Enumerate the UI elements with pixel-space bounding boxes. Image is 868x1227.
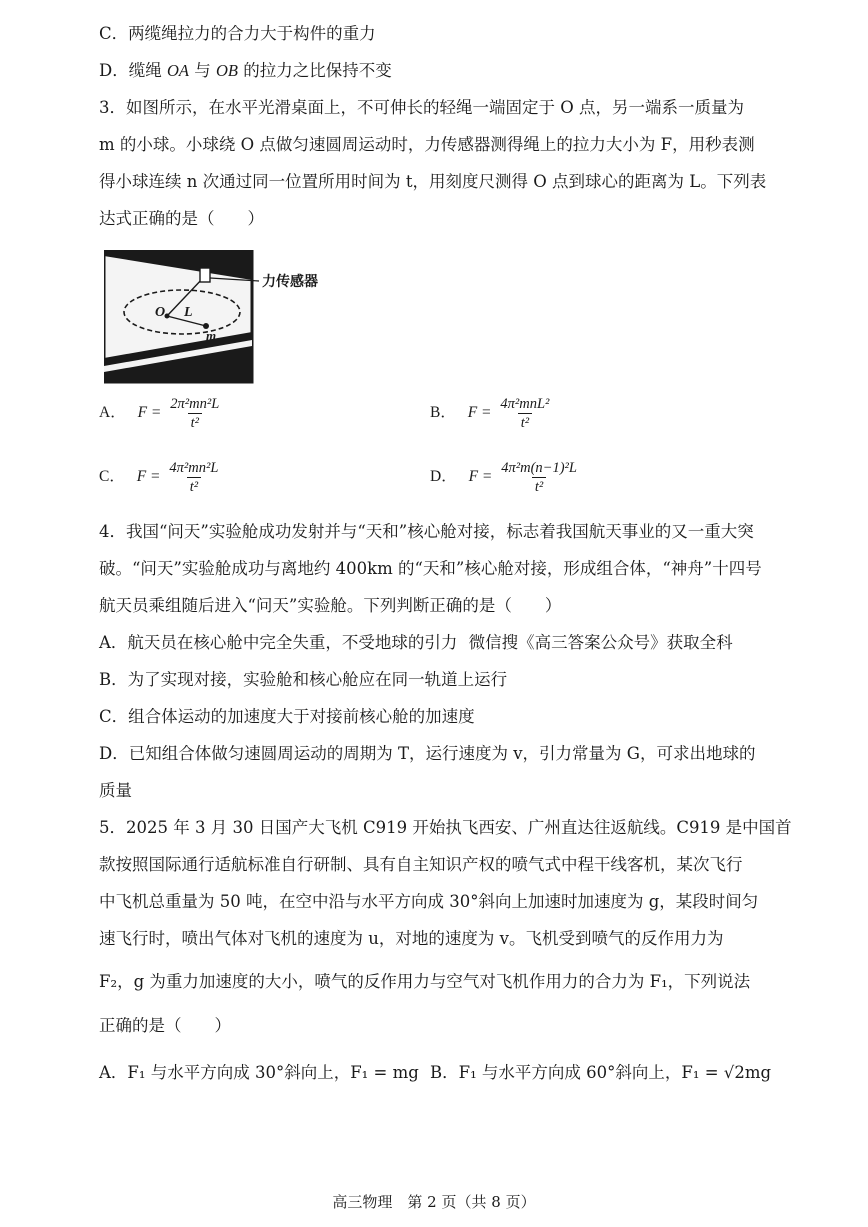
q3-option-b xyxy=(430,396,554,431)
q2-option-d xyxy=(99,59,392,83)
q2-option-d-suffix: 的拉力之比保持不变 xyxy=(237,61,392,80)
q3-option-d-numerator: 4π²m(n−1)²L xyxy=(501,460,577,476)
q3-stem-line-1: 3．如图所示，在水平光滑桌面上，不可伸长的轻绳一端固定于 O 点，另一端系一质量为 xyxy=(99,98,745,117)
q4-watermark: 微信搜《高三答案公众号》获取全科 xyxy=(468,633,733,652)
label-l: L xyxy=(184,305,193,320)
q3-option-a-label: A． xyxy=(99,404,126,422)
q2-option-d-ob: OB xyxy=(215,61,238,80)
q3-option-c-lhs: F = xyxy=(136,468,161,486)
q4-option-d-line-2: 质量 xyxy=(99,781,132,800)
q5-stem-line-1: 5．2025 年 3 月 30 日国产大飞机 C919 开始执飞西安、广州直达往返航线。C919 是中国首 xyxy=(99,818,792,837)
q3-option-c xyxy=(99,460,223,495)
sensor-label: 力传感器 xyxy=(262,274,318,290)
q3-option-b-denominator: t² xyxy=(518,413,532,431)
q2-option-c: C．两缆绳拉力的合力大于构件的重力 xyxy=(99,24,376,43)
q3-stem-line-2: m 的小球。小球绕 O 点做匀速圆周运动时，力传感器测得绳上的拉力大小为 F，用秒表测 xyxy=(99,135,755,154)
q5-stem-line-3: 中飞机总重量为 50 吨，在空中沿与水平方向成 30°斜向上加速时加速度为 g，某段时间匀 xyxy=(99,892,759,911)
q3-stem-line-4: 达式正确的是（ ） xyxy=(99,209,264,228)
q3-option-c-fraction xyxy=(166,460,221,495)
q3-option-b-lhs: F = xyxy=(467,404,492,422)
q4-option-d-line-1: D．已知组合体做匀速圆周运动的周期为 T，运行速度为 v，引力常量为 G，可求出地球的 xyxy=(99,744,756,763)
q3-option-d-denominator: t² xyxy=(532,477,546,495)
q4-option-a xyxy=(99,631,733,655)
q3-option-d-fraction xyxy=(498,460,580,495)
q3-option-c-label: C． xyxy=(99,468,125,486)
center-point-o xyxy=(165,314,170,319)
q5-stem-line-6: 正确的是（ ） xyxy=(99,1016,231,1035)
q3-option-b-label: B． xyxy=(430,404,456,422)
q3-option-a-numerator: 2π²mn²L xyxy=(170,396,220,412)
q2-option-d-mid: 与 xyxy=(188,61,216,80)
q3-option-c-denominator: t² xyxy=(187,477,201,495)
q5-stem-line-2: 款按照国际通行适航标准自行研制、具有自主知识产权的喷气式中程干线客机，某次飞行 xyxy=(99,855,743,874)
circular-motion-diagram xyxy=(104,250,364,386)
q4-option-c: C．组合体运动的加速度大于对接前核心舱的加速度 xyxy=(99,707,475,726)
label-o: O xyxy=(155,305,166,320)
q3-option-a-fraction xyxy=(167,396,222,431)
q3-option-d-label: D． xyxy=(430,468,457,486)
q4-stem-line-3: 航天员乘组随后进入“问天”实验舱。下列判断正确的是（ ） xyxy=(99,596,562,615)
q3-figure xyxy=(104,250,364,390)
q2-option-d-oa: OA xyxy=(166,61,189,80)
q5-stem-line-4: 速飞行时，喷出气体对飞机的速度为 u，对地的速度为 v。飞机受到喷气的反作用力为 xyxy=(99,929,724,948)
q4-option-b: B．为了实现对接，实验舱和核心舱应在同一轨道上运行 xyxy=(99,670,508,689)
q5-option-a: A．F₁ 与水平方向成 30°斜向上，F₁ = mg xyxy=(99,1063,419,1082)
q3-option-c-numerator: 4π²mn²L xyxy=(169,460,219,476)
q4-option-a-text: A．航天员在核心舱中完全失重，不受地球的引力 xyxy=(99,633,458,652)
q4-stem-line-1: 4．我国“问天”实验舱成功发射并与“天和”核心舱对接，标志着我国航天事业的又一重大突 xyxy=(99,522,754,541)
force-sensor xyxy=(200,268,210,282)
q3-option-b-fraction xyxy=(497,396,552,431)
q4-stem-line-2: 破。“问天”实验舱成功与离地约 400km 的“天和”核心舱对接，形成组合体，“神舟”十四号 xyxy=(99,559,762,578)
q5-option-b: B．F₁ 与水平方向成 60°斜向上，F₁ = √2mg xyxy=(430,1063,772,1082)
q3-stem-line-3: 得小球连续 n 次通过同一位置所用时间为 t，用刻度尺测得 O 点到球心的距离为 L。下列表 xyxy=(99,172,767,191)
q5-stem-line-5: F₂，g 为重力加速度的大小，喷气的反作用力与空气对飞机作用力的合力为 F₁，下列说法 xyxy=(99,972,751,991)
page-footer: 高三物理 第 2 页（共 8 页） xyxy=(332,1193,536,1211)
label-m: m xyxy=(206,328,217,343)
q2-option-d-prefix: D．缆绳 xyxy=(99,61,167,80)
q3-option-d-lhs: F = xyxy=(468,468,493,486)
q3-option-b-numerator: 4π²mnL² xyxy=(500,396,550,412)
q3-option-d xyxy=(430,460,582,495)
q3-option-a xyxy=(99,396,224,431)
q3-option-a-lhs: F = xyxy=(137,404,162,422)
q3-option-a-denominator: t² xyxy=(188,413,202,431)
